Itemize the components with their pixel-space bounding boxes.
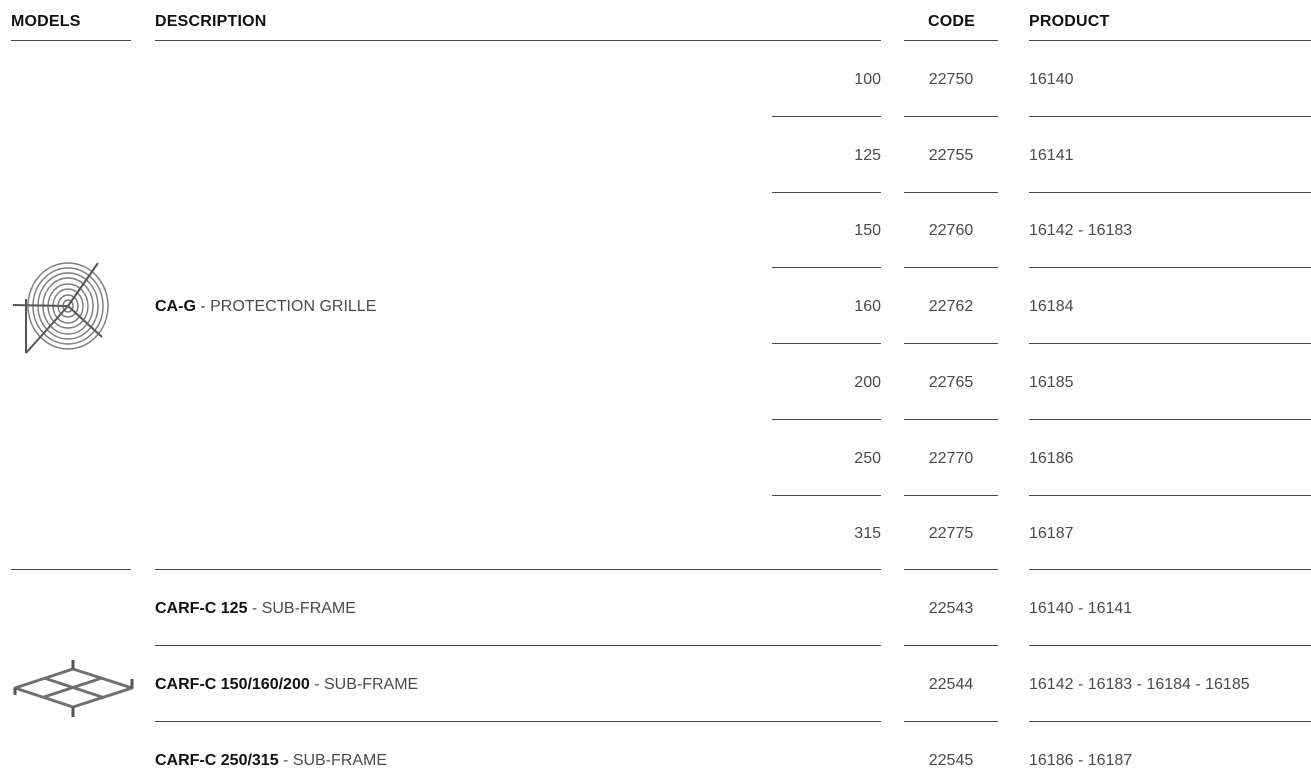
subframe-label: SUB-FRAME	[261, 600, 356, 617]
header-divider-product	[1029, 40, 1311, 41]
grille-row-divider-size	[772, 116, 881, 117]
grille-size: 200	[854, 373, 881, 391]
grille-row-divider-product	[1029, 343, 1311, 344]
grille-size: 160	[854, 298, 881, 316]
grille-row-divider-code	[904, 343, 998, 344]
grille-separator: -	[195, 298, 211, 315]
grille-size: 100	[854, 71, 881, 88]
subframe-row-divider-code	[904, 645, 998, 646]
header-code: CODE	[928, 13, 976, 30]
header-product: PRODUCT	[1029, 13, 1110, 30]
subframe-row-divider-product	[1029, 645, 1311, 646]
grille-row-divider-product	[1029, 419, 1311, 420]
grille-row-divider-size	[772, 495, 881, 496]
subframe-description	[155, 751, 387, 771]
grille-size: 125	[854, 146, 881, 164]
grille-code: 22762	[928, 298, 974, 316]
header-models: MODELS	[11, 13, 81, 30]
grille-description	[155, 297, 376, 317]
subframe-code: 22543	[928, 600, 974, 617]
group-divider-description	[155, 569, 881, 570]
grille-row-divider-size	[772, 343, 881, 344]
grille-label: PROTECTION GRILLE	[210, 298, 377, 315]
header-divider-code	[904, 40, 998, 41]
grille-code: 22775	[928, 525, 974, 543]
subframe-label: SUB-FRAME	[323, 676, 419, 693]
grille-product: 16184	[1029, 298, 1074, 316]
group-divider-product	[1029, 569, 1311, 570]
grille-row-divider-product	[1029, 267, 1311, 268]
subframe-code: 22545	[928, 752, 974, 769]
subframe-row-divider-description	[155, 721, 881, 722]
subframe-label: SUB-FRAME	[292, 752, 388, 769]
grille-code: 22750	[928, 71, 974, 88]
grille-row-divider-product	[1029, 192, 1311, 193]
grille-product: 16141	[1029, 146, 1074, 164]
subframe-separator: -	[309, 676, 324, 693]
grille-product: 16142 - 16183	[1029, 222, 1133, 240]
grille-code: 22770	[928, 449, 974, 467]
grille-row-divider-size	[772, 419, 881, 420]
subframe-model-name: CARF-C 150/160/200	[155, 676, 310, 693]
spiral-grille-icon	[10, 255, 115, 360]
grille-product: 16187	[1029, 525, 1074, 543]
grille-row-divider-size	[772, 192, 881, 193]
subframe-description	[155, 599, 356, 619]
grille-code: 22765	[928, 373, 974, 391]
grille-row-divider-code	[904, 267, 998, 268]
subframe-model-name: CARF-C 125	[155, 600, 248, 617]
grille-row-divider-product	[1029, 116, 1311, 117]
grille-row-divider-code	[904, 116, 998, 117]
grille-row-divider-size	[772, 267, 881, 268]
header-divider-description	[155, 40, 881, 41]
subframe-product: 16186 - 16187	[1029, 752, 1133, 769]
subframe-row-divider-product	[1029, 721, 1311, 722]
grille-size: 150	[854, 222, 881, 240]
subframe-separator: -	[247, 600, 262, 617]
grille-size: 315	[854, 525, 881, 543]
grille-row-divider-code	[904, 192, 998, 193]
subframe-product: 16140 - 16141	[1029, 600, 1133, 617]
subframe-product: 16142 - 16183 - 16184 - 16185	[1029, 676, 1250, 693]
grille-size: 250	[854, 449, 881, 467]
header-divider-models	[11, 40, 131, 41]
grille-row-divider-code	[904, 419, 998, 420]
sub-frame-icon	[10, 655, 140, 725]
grille-product: 16186	[1029, 449, 1074, 467]
grille-product: 16140	[1029, 71, 1074, 88]
subframe-separator: -	[278, 752, 293, 769]
subframe-code: 22544	[928, 676, 974, 693]
header-description: DESCRIPTION	[155, 13, 267, 30]
grille-row-divider-code	[904, 495, 998, 496]
grille-code: 22755	[928, 146, 974, 164]
subframe-description	[155, 675, 418, 695]
group-divider-models	[11, 569, 131, 570]
group-divider-code	[904, 569, 998, 570]
subframe-model-name: CARF-C 250/315	[155, 752, 279, 769]
grille-code: 22760	[928, 222, 974, 240]
subframe-row-divider-description	[155, 645, 881, 646]
grille-product: 16185	[1029, 373, 1074, 391]
grille-row-divider-product	[1029, 495, 1311, 496]
grille-model-name: CA-G	[155, 298, 196, 315]
subframe-row-divider-code	[904, 721, 998, 722]
